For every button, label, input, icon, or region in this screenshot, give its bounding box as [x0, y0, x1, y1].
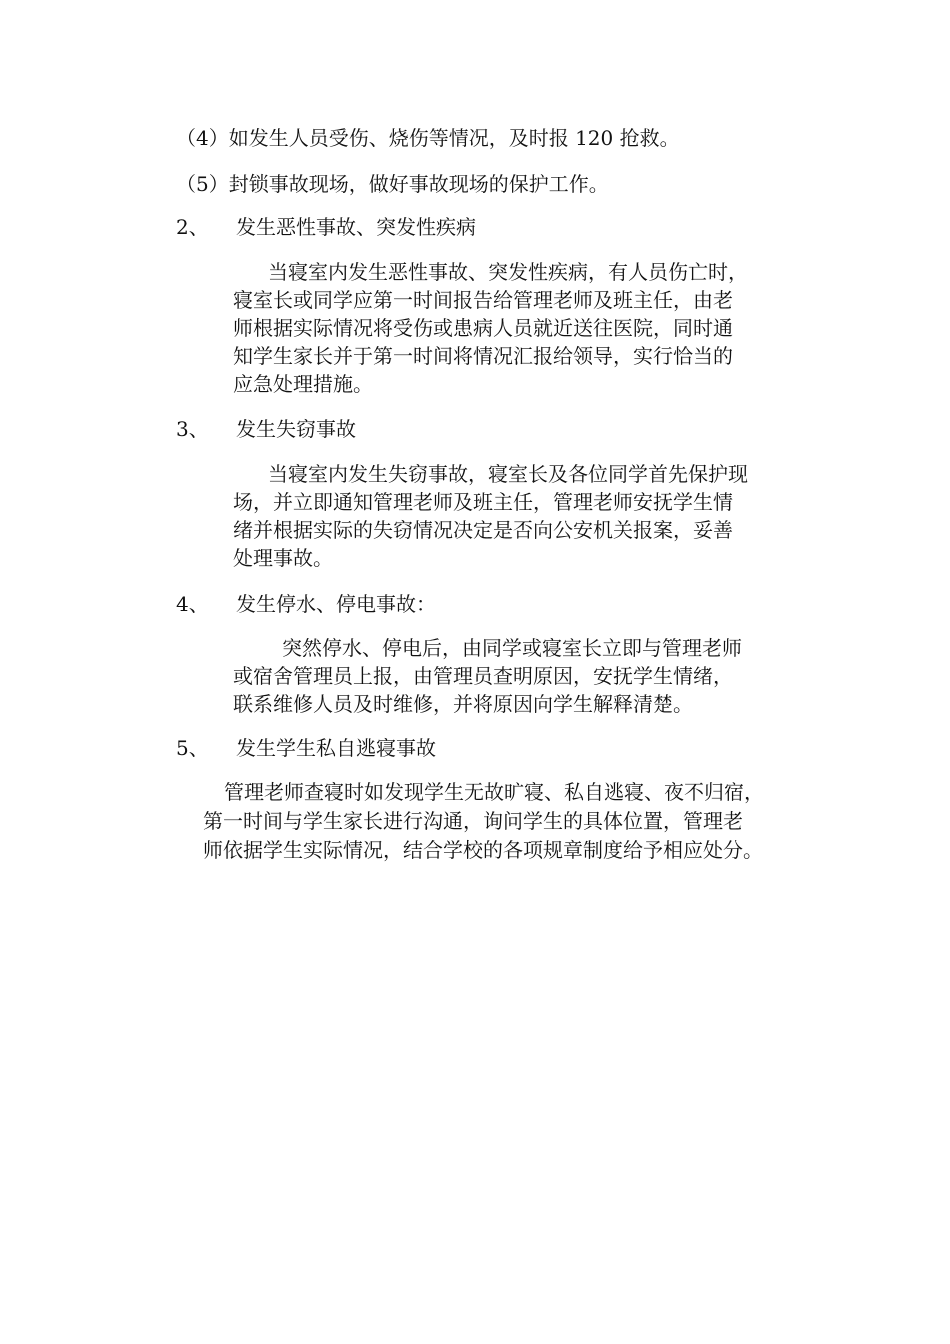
section-heading: 发生学生私自逃寝事故 [236, 736, 436, 760]
section-number: 5、 [176, 736, 209, 760]
paragraph-line: 师根据实际情况将受伤或患病人员就近送往医院，同时通 [233, 316, 733, 340]
paragraph-line: 师依据学生实际情况，结合学校的各项规章制度给予相应处分。 [203, 838, 763, 862]
section-number: 3、 [176, 417, 209, 441]
paragraph-line: 寝室长或同学应第一时间报告给管理老师及班主任，由老 [233, 288, 733, 312]
paragraph-line: 当寝室内发生恶性事故、突发性疾病，有人员伤亡时， [268, 260, 748, 284]
section-heading: 发生停水、停电事故： [236, 592, 436, 616]
paragraph-line: 突然停水、停电后，由同学或寝室长立即与管理老师 [282, 636, 742, 660]
section-number: 4、 [176, 592, 209, 616]
paragraph-line: 第一时间与学生家长进行沟通，询问学生的具体位置，管理老 [203, 809, 743, 833]
section-number: 2、 [176, 215, 209, 239]
paragraph-line: 应急处理措施。 [233, 372, 373, 396]
list-item-4: （4）如发生人员受伤、烧伤等情况，及时报 120 抢救。 [176, 126, 680, 150]
section-heading: 发生恶性事故、突发性疾病 [236, 215, 476, 239]
list-item-5: （5）封锁事故现场，做好事故现场的保护工作。 [176, 172, 609, 196]
section-heading: 发生失窃事故 [236, 417, 356, 441]
paragraph-line: 或宿舍管理员上报，由管理员查明原因，安抚学生情绪， [233, 664, 733, 688]
paragraph-line: 管理老师查寝时如发现学生无故旷寝、私自逃寝、夜不归宿， [224, 780, 764, 804]
paragraph-line: 绪并根据实际的失窃情况决定是否向公安机关报案，妥善 [233, 518, 733, 542]
paragraph-line: 知学生家长并于第一时间将情况汇报给领导，实行恰当的 [233, 344, 733, 368]
paragraph-line: 联系维修人员及时维修，并将原因向学生解释清楚。 [233, 692, 693, 716]
paragraph-line: 处理事故。 [233, 546, 333, 570]
paragraph-line: 当寝室内发生失窃事故，寝室长及各位同学首先保护现 [268, 462, 748, 486]
paragraph-line: 场，并立即通知管理老师及班主任，管理老师安抚学生情 [233, 490, 733, 514]
